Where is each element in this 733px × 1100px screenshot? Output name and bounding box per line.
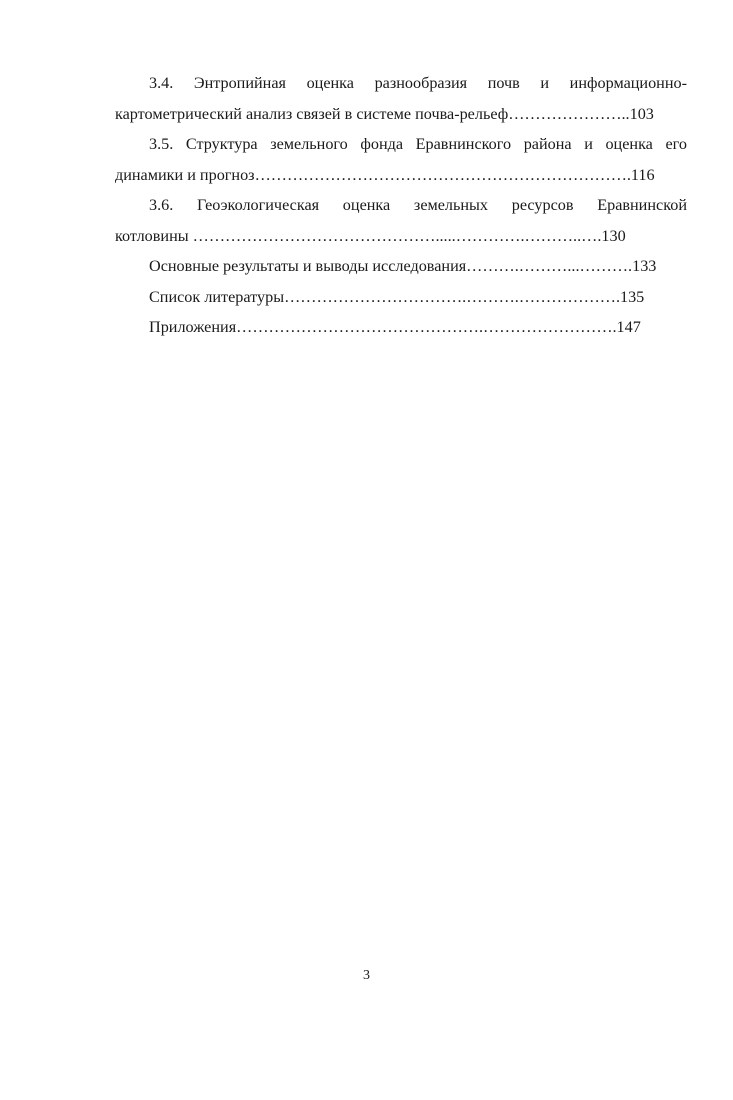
toc-entry-3-6 bbox=[115, 190, 687, 251]
toc-entry-3-4 bbox=[115, 68, 687, 129]
toc-entry-appendices: Приложения……………………………………….…………………….147 bbox=[149, 318, 641, 336]
toc-entry-line: картометрический анализ связей в системе почва-рельеф…………………..103 bbox=[115, 104, 654, 123]
toc-entry-conclusions: Основные результаты и выводы исследования……….………...……….133 bbox=[149, 257, 657, 275]
toc-entry-line: 3.5. Структура земельного фонда Еравнинского района и оценка его bbox=[149, 135, 687, 153]
page-number: 3 bbox=[363, 968, 370, 983]
toc-entry-3-5 bbox=[115, 129, 687, 190]
toc-entry-line: динамики и прогноз…………………………………………………………….116 bbox=[115, 165, 655, 184]
toc-entry-references: Список литературы…………………………….……….……………….135 bbox=[149, 287, 645, 306]
table-of-contents bbox=[115, 68, 687, 343]
toc-entry-line: 3.6. Геоэкологическая оценка земельных ресурсов Еравнинской bbox=[149, 196, 687, 214]
toc-entry-line: котловины ……………………………………….....………….………..….130 bbox=[115, 226, 626, 245]
toc-entry-line: 3.4. Энтропийная оценка разнообразия почв и информационно- bbox=[149, 74, 687, 92]
